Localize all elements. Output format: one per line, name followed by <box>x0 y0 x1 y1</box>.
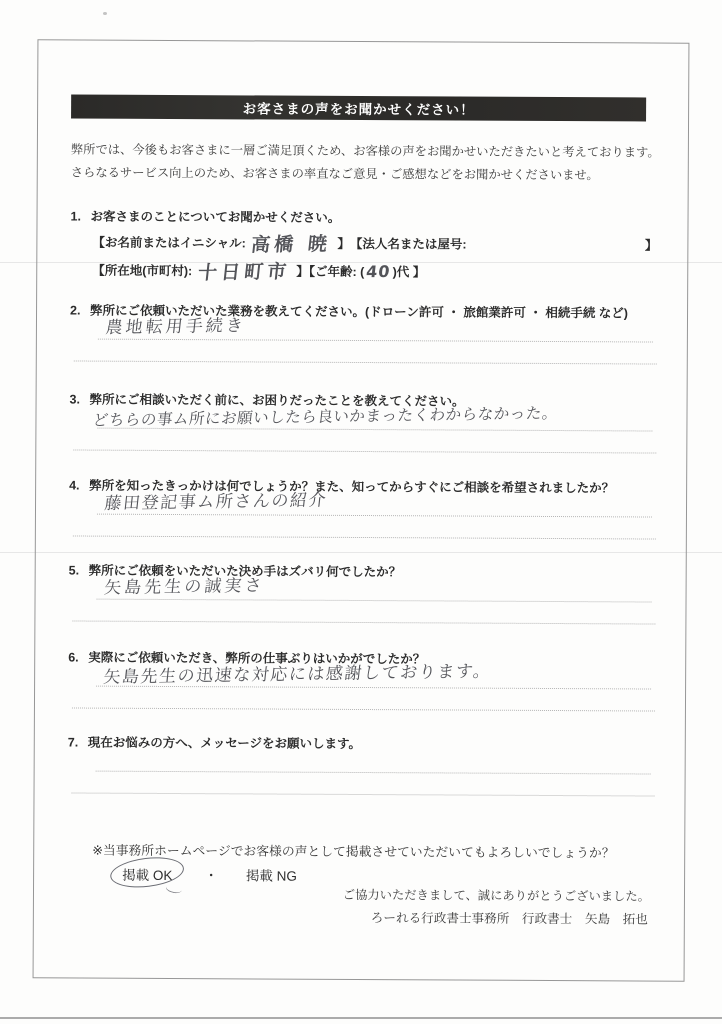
question-number: 7. <box>67 735 79 750</box>
question-number: 4. <box>69 478 80 493</box>
publish-ng-option: 掲載 NG <box>245 868 297 884</box>
question-1-address-row <box>92 261 657 282</box>
question-title: 実際にご依頼いただき、弊所の仕事ぶりはいかがでしたか？ <box>88 650 426 667</box>
handwritten-circle-tail <box>165 882 183 896</box>
question-title: 弊所にご依頼いただいた業務を教えてください。(ドローン許可 ・ 旅館業許可 ・ 相続手続 など) <box>90 303 629 321</box>
publish-options <box>118 862 297 887</box>
handwritten-answer: 矢島先生の誠実さ <box>103 575 266 599</box>
form-title: お客さまの声をお聞かせください！ <box>242 101 475 118</box>
handwritten-name: 高橋 暁 <box>250 232 333 256</box>
bracket-close: 】 <box>337 236 350 251</box>
age-field-label: 】【ご年齢: ( <box>296 264 365 280</box>
answer-line <box>97 599 652 603</box>
handwritten-answer: どちらの事ム所にお願いしたら良いかまったくわからなかった。 <box>91 404 559 430</box>
answer-line <box>73 535 656 539</box>
publish-ok-option <box>118 862 176 886</box>
question-2 <box>70 302 657 339</box>
corporation-field-label: 【法人名または屋号: <box>349 236 467 252</box>
answer-line <box>73 449 656 453</box>
question-number: 6. <box>68 650 79 665</box>
question-title: 弊所にご依頼をいただいた決め手はズバリ何でしたか？ <box>88 563 402 580</box>
question-title: お客さまのことについてお聞かせください。 <box>90 209 341 225</box>
name-field-label: 【お名前またはイニシャル: <box>92 235 246 251</box>
question-1-name-row <box>92 233 657 254</box>
question-title: 弊所を知ったきっかけは何でしょうか？また、知ってからすぐにご相談を希望されましたか？ <box>89 478 615 496</box>
handwritten-address: 十日町市 <box>196 260 292 284</box>
form-title-bar <box>71 94 646 121</box>
question-7-heading <box>68 734 655 754</box>
options-separator: ・ <box>204 868 218 884</box>
form-border-frame <box>33 39 690 981</box>
intro-line-1: 弊所では、今後もお客さまに一層ご満足頂くため、お客様の声をお聞かせいただきたいと考えております。 <box>70 142 660 160</box>
age-field-suffix: )代 】 <box>392 265 426 280</box>
address-field-label: 【所在地(市町村): <box>92 263 193 279</box>
answer-line <box>72 792 655 796</box>
answer-line <box>97 428 652 432</box>
handwritten-answer: 矢島先生の迅速な対応には感謝しております。 <box>102 661 493 688</box>
answer-line <box>96 771 651 775</box>
question-6 <box>68 649 655 688</box>
question-title: 現在お悩みの方へ、メッセージをお願いします。 <box>87 735 362 752</box>
question-title: 弊所にご相談いただく前に、お困りだったことを教えてください。 <box>89 392 465 409</box>
question-5 <box>68 562 656 599</box>
handwritten-answer: 農地転用手続き <box>104 315 247 339</box>
question-4 <box>69 477 656 514</box>
answer-line <box>96 686 651 690</box>
question-7 <box>68 734 655 754</box>
intro-text <box>71 138 660 187</box>
answer-line <box>72 707 655 711</box>
question-3 <box>69 391 657 430</box>
scan-edge-line <box>0 1017 722 1019</box>
question-number: 2. <box>70 303 81 318</box>
answer-line <box>74 360 657 364</box>
thanks-message: ご協力いただきまして、誠にありがとうございました。 <box>342 887 651 904</box>
publish-ok-label: 掲載 OK <box>122 867 173 884</box>
bracket-close: 】 <box>644 238 658 253</box>
question-number: 1. <box>70 209 82 224</box>
handwritten-age: 40 <box>365 261 392 281</box>
answer-line <box>98 339 653 343</box>
answer-line <box>72 620 655 624</box>
publish-permission-question: ※当事務所ホームページでお客様の声として掲載させていただいてもよろしいでしょうか？ <box>92 842 615 861</box>
scan-speck <box>103 12 107 15</box>
blank-answer-space <box>467 244 645 245</box>
intro-line-2: さらなるサービス向上のため、お客さまの率直なご意見・ご感想などをお聞かせくださいませ。 <box>70 165 599 183</box>
question-number: 5. <box>68 563 80 578</box>
question-1 <box>70 208 658 284</box>
handwritten-answer: 藤田登記事ム所さんの紹介 <box>103 490 329 514</box>
office-signature: ろーれる行政書士事務所 行政書士 矢島 拓也 <box>370 911 648 927</box>
question-number: 3. <box>69 392 81 407</box>
answer-line <box>97 514 652 518</box>
question-1-heading <box>70 208 657 228</box>
